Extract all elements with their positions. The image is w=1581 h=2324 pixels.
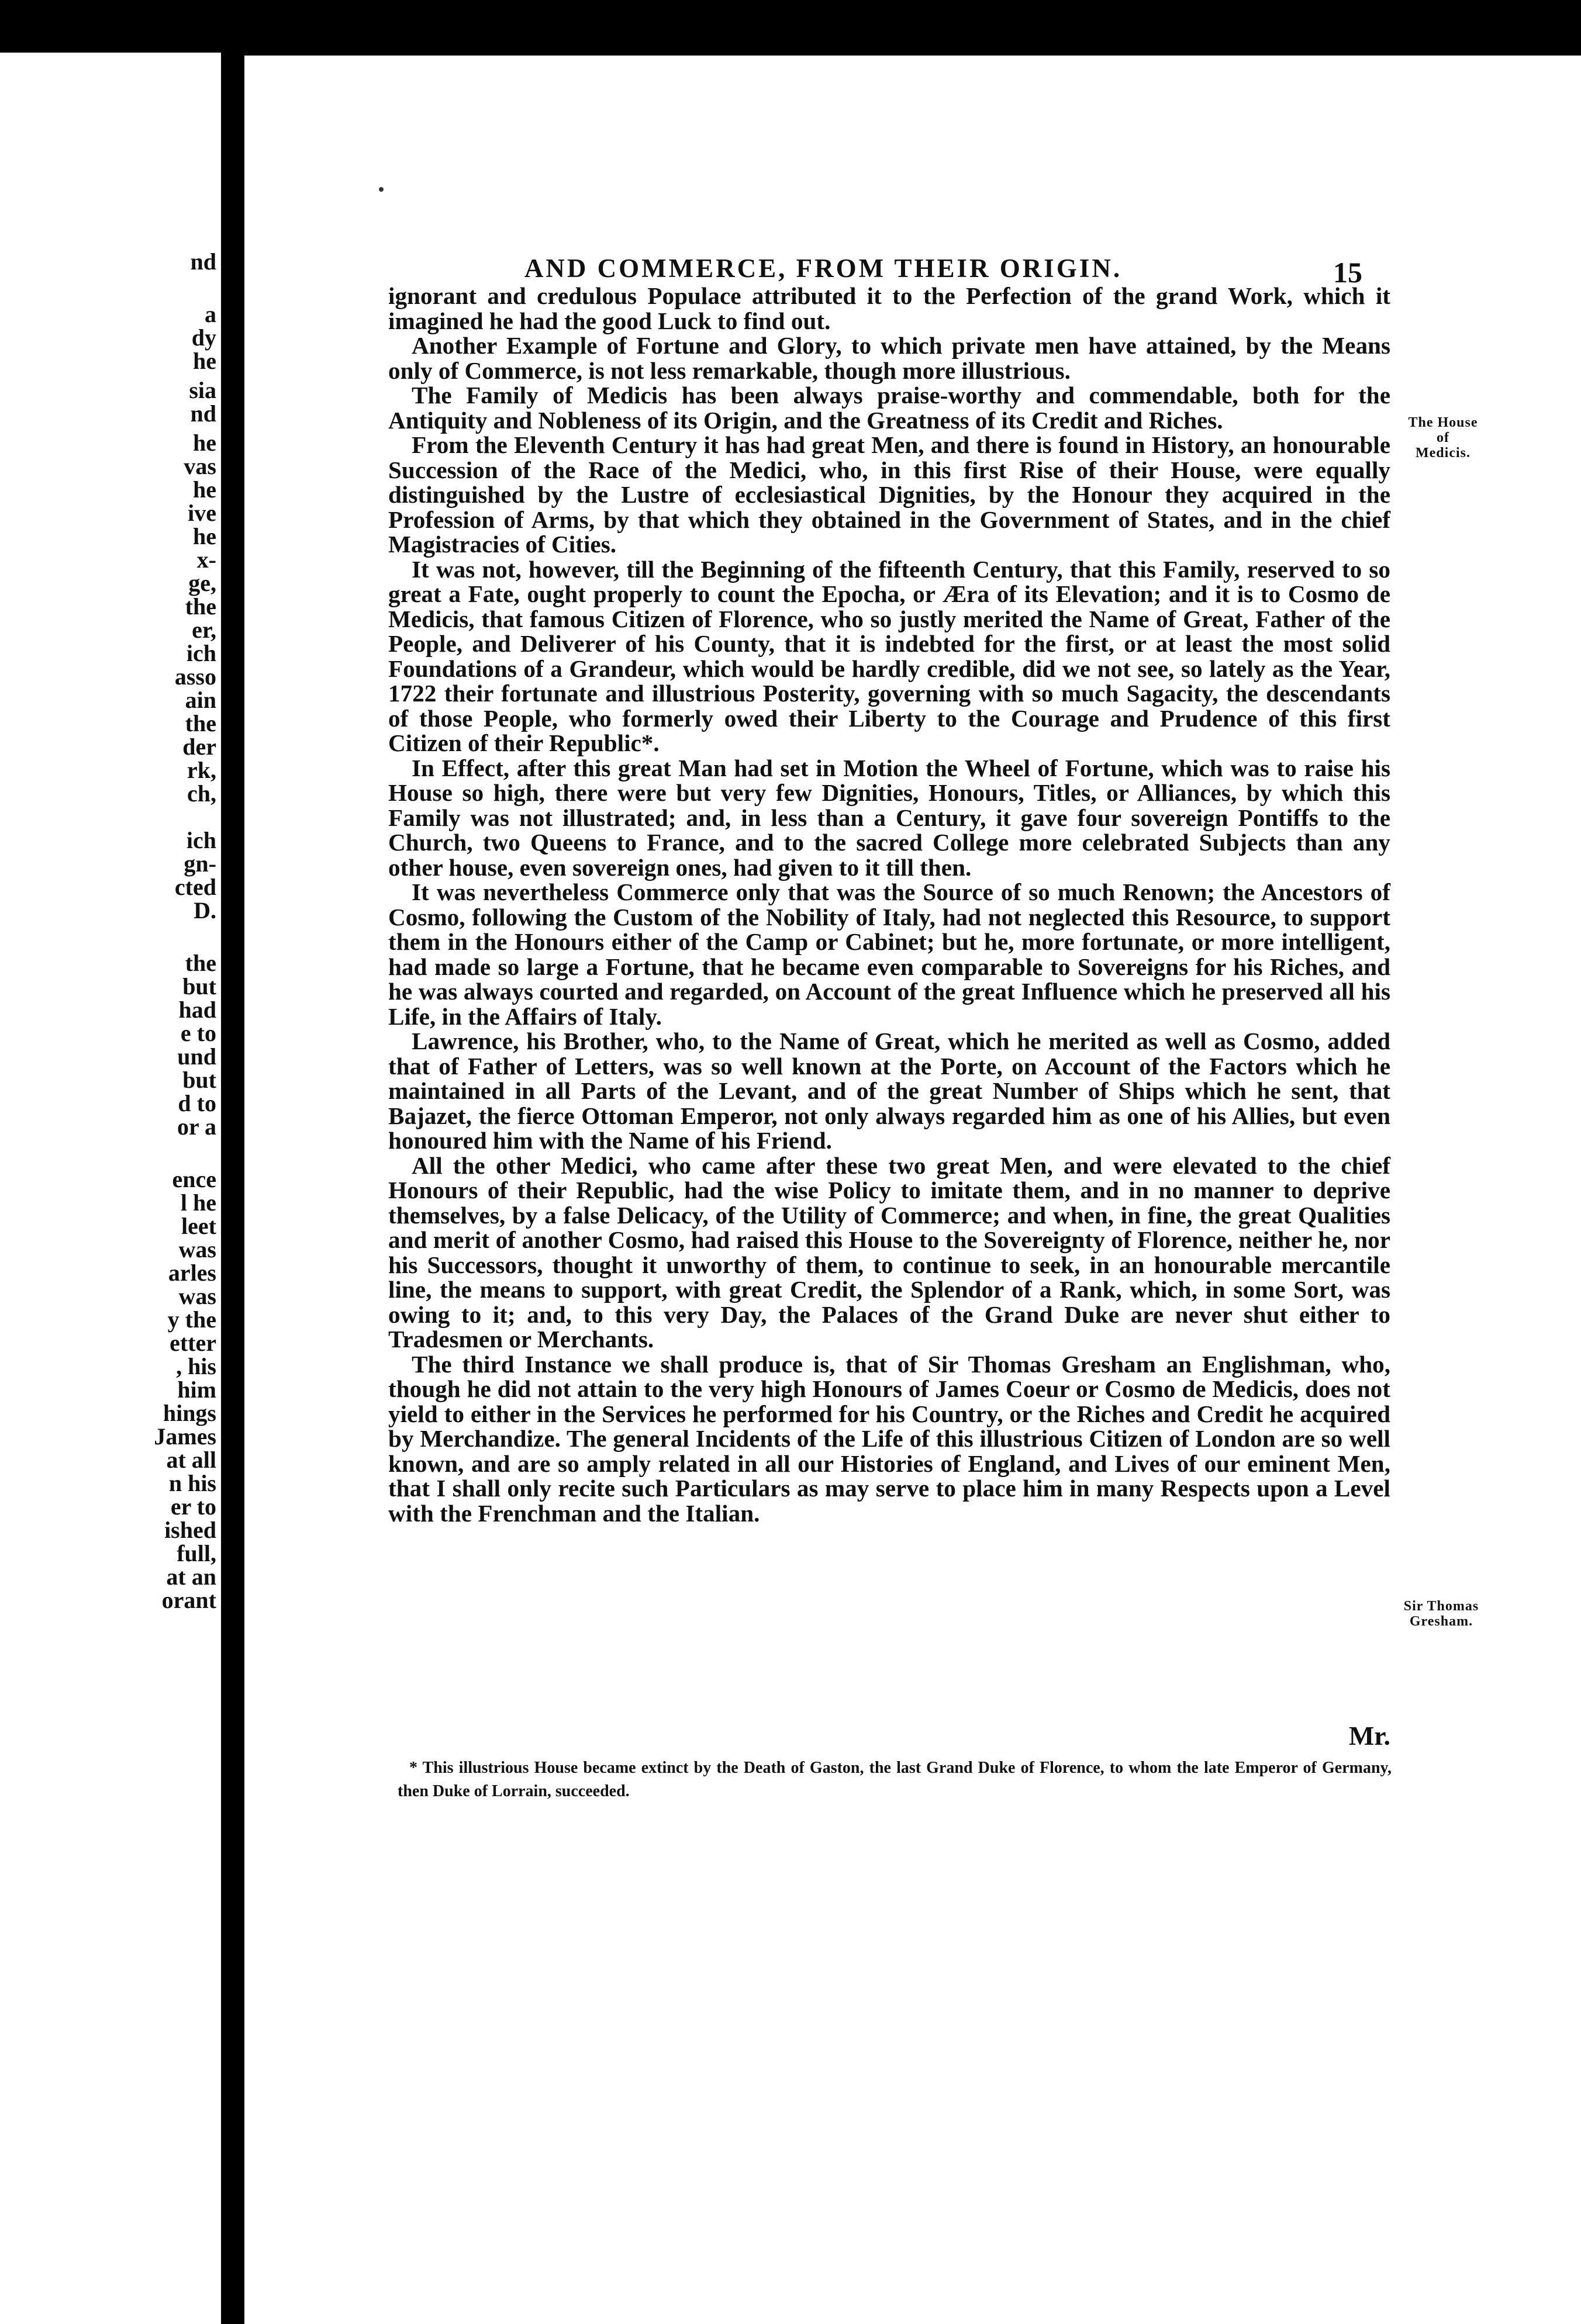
left-page-fragment: the xyxy=(185,950,216,976)
left-page-fragment: ich xyxy=(186,640,216,666)
paragraph: The third Instance we shall produce is, that of Sir Thomas Gresham an Englishman, who, though he did not attain to the very high Honours of James Coeur or Cosmo de Medicis, does not yield to either in the Services he performed for his Country, or the Riches and Credit he acquired by Merchandize. The general Incidents of the Life of this illustrious Citizen of London are so well known, and are so amply related in all our Histories of England, and Lives of our eminent Men, that I shall only recite such Particulars as may serve to place him in many Respects upon a Level with the Frenchman and the Italian. xyxy=(388,1350,1390,1527)
paragraph: From the Eleventh Century it has had great Men, and there is found in History, an honourable Succession of the Race of the Medici, who, in this first Rise of their House, were equally distinguished by the Lustre of ecclesiastical Dignities, by the Honour they acquired in the Profession of Arms, by that which they obtained in the Government of States, and in the chief Magistracies of Cities. xyxy=(388,431,1390,558)
paragraph: It was nevertheless Commerce only that was the Source of so much Renown; the Ancestors of Cosmo, following the Custom of the Nobility of Italy, had not neglected this Resource, to support them in the Honours either of the Camp or Cabinet; but he, more fortunate, or more intelligent, had made so large a Fortune, that he became even comparable to Sovereigns for his Riches, and he was always courted and regarded, on Account of the great Influence which he preserved all his Life, in the Affairs of Italy. xyxy=(388,879,1390,1030)
left-page-fragment: James xyxy=(154,1423,216,1450)
left-page-fragment: sia xyxy=(189,377,216,403)
left-page-fragment: der xyxy=(182,734,216,760)
left-page-fragment: or a xyxy=(177,1113,216,1140)
left-page-fragment: ain xyxy=(185,687,216,713)
paragraph: Another Example of Fortune and Glory, to which private men have attained, by the Means only of Commerce, is not less remarkable, though more illustrious. xyxy=(388,332,1390,384)
left-page-fragment: gn- xyxy=(184,850,216,877)
left-page-fragment: l he xyxy=(180,1189,216,1216)
left-page-fragment: but xyxy=(182,973,216,1000)
left-page-fragment: und xyxy=(177,1043,216,1070)
catchword: Mr. xyxy=(1348,1721,1390,1751)
left-page-fragment: he xyxy=(193,476,216,503)
left-page-fragment: at all xyxy=(166,1447,216,1473)
left-page-fragment: nd xyxy=(190,400,216,427)
left-page-fragment: at an xyxy=(166,1564,216,1590)
left-page-fragment: ished xyxy=(164,1517,216,1543)
left-page-fragment: he xyxy=(193,430,216,456)
left-page-fragment: vas xyxy=(184,453,216,479)
left-page-fragment: , his xyxy=(176,1353,216,1379)
left-page-fragment: leet xyxy=(181,1213,216,1239)
left-page-fragment: etter xyxy=(170,1330,216,1356)
left-page-fragment: er to xyxy=(170,1493,216,1520)
marginal-line: Sir Thomas xyxy=(1403,1599,1479,1614)
left-page-fragment: cted xyxy=(174,874,216,900)
left-page-fragment: n his xyxy=(168,1470,216,1496)
left-page-fragment: a xyxy=(205,301,216,327)
left-page-fragment: y the xyxy=(167,1306,216,1333)
marginal-note-medicis xyxy=(1390,415,1496,461)
left-page-fragment: orant xyxy=(161,1587,216,1613)
left-page-fragment: x- xyxy=(196,547,216,573)
left-page-fragment: asso xyxy=(174,663,216,690)
running-title: AND COMMERCE, FROM THEIR ORIGIN. xyxy=(524,254,1123,283)
paragraph: It was not, however, till the Beginning of the fifteenth Century, that this Family, reserved to so great a Fate, ought properly to count the Epocha, or Æra of its Elevation; and it is to Cosmo de Medicis, that famous Citizen of Florence, who so justly merited the Name of Great, Father of the People, and Deliverer of his County, that it is indebted for the first, or at least the most solid Foundations of a Grandeur, which would be hardly credible, did we not see, so lately as the Year, 1722 their fortunate and illustrious Posterity, governing with so much Sagacity, the descendants of those People, who formerly owed their Liberty to the Courage and Prudence of this first Citizen of their Republic*. xyxy=(388,555,1390,756)
left-page-fragment: he xyxy=(193,348,216,374)
left-page-fragment: er, xyxy=(192,617,216,643)
footnote: * This illustrious House became extinct by the Death of Gaston, the last Grand Duke of Florence, to whom the late Emperor of Germany, then Duke of Lorrain, succeeded. xyxy=(398,1759,1392,1800)
body-text xyxy=(388,283,1390,1526)
paragraph: In Effect, after this great Man had set in Motion the Wheel of Fortune, which was to raise his House so high, there were but very few Dignities, Honours, Titles, or Alliances, by which this Family was not illustrated; and, in less than a Century, it gave four sovereign Pontiffs to the Church, two Queens to France, and to the sacred College more celebrated Subjects than any other house, even sovereign ones, had given to it till then. xyxy=(388,754,1390,881)
paragraph: The Family of Medicis has been always praise-worthy and commendable, both for the Antiquity and Nobleness of its Origin, and the Greatness of its Credit and Riches. xyxy=(388,382,1390,434)
left-page-fragment: he xyxy=(193,523,216,549)
paragraph: Lawrence, his Brother, who, to the Name of Great, which he merited as well as Cosmo, added that of Father of Letters, was so well known at the Porte, on Account of the Factors which he maintained in all Parts of the Levant, and of the great Number of Ships which he sent, that Bajazet, the fierce Ottoman Emperor, not only always regarded him as one of his Allies, but even honoured him with the Name of his Friend. xyxy=(388,1028,1390,1154)
facing-page-edge xyxy=(0,53,221,2324)
ink-speck xyxy=(379,187,384,192)
left-page-fragment: ch, xyxy=(187,780,216,807)
left-page-fragment: ich xyxy=(186,827,216,853)
left-page-fragment: him xyxy=(177,1377,216,1403)
left-page-fragment: arles xyxy=(168,1260,216,1286)
left-page-fragment: was xyxy=(178,1283,216,1309)
left-page-fragment: rk, xyxy=(187,757,216,783)
left-page-fragment: but xyxy=(182,1067,216,1093)
left-page-fragment: e to xyxy=(180,1020,216,1046)
left-page-fragment: the xyxy=(185,710,216,736)
paragraph: All the other Medici, who came after these two great Men, and were elevated to the chief Honours of their Republic, had the wise Policy to imitate them, and in no manner to deprive themselves, by a false Delicacy, of the Utility of Commerce; and when, in fine, the great Qualities and merit of another Cosmo, had raised this House to the Sovereignty of Florence, neither he, nor his Successors, thought it unworthy of them, to continue to seek, in an honourable mercantile line, the means to support, with great Credit, the Splendor of a Rank, which, in some Sort, was owing to it; and, to this very Day, the Palaces of the Grand Duke are never shut either to Tradesmen or Merchants. xyxy=(388,1151,1390,1353)
left-page-fragment: dy xyxy=(191,324,216,351)
page-number: 15 xyxy=(1333,256,1362,289)
left-page-fragment: D. xyxy=(194,897,216,924)
marginal-note-gresham xyxy=(1386,1599,1497,1629)
left-page-fragment: nd xyxy=(190,248,216,275)
left-page-fragment: the xyxy=(185,593,216,620)
left-page-fragment: was xyxy=(178,1236,216,1263)
marginal-line: Medicis. xyxy=(1416,445,1470,461)
marginal-line: of xyxy=(1437,430,1449,445)
left-page-fragment: hings xyxy=(163,1400,216,1426)
marginal-line: Gresham. xyxy=(1409,1614,1473,1629)
paragraph: ignorant and credulous Populace attributed it to the Perfection of the grand Work, which it imagined he had the good Luck to find out. xyxy=(388,282,1390,334)
marginal-line: The House xyxy=(1408,415,1478,430)
left-page-fragment: ge, xyxy=(188,570,216,596)
left-page-fragment: had xyxy=(178,997,216,1023)
left-page-fragment: ive xyxy=(188,500,216,526)
left-page-fragment: ence xyxy=(172,1166,216,1192)
left-page-fragment: full, xyxy=(177,1540,216,1566)
book-page xyxy=(244,56,1581,2324)
left-page-fragment: d to xyxy=(178,1090,216,1116)
